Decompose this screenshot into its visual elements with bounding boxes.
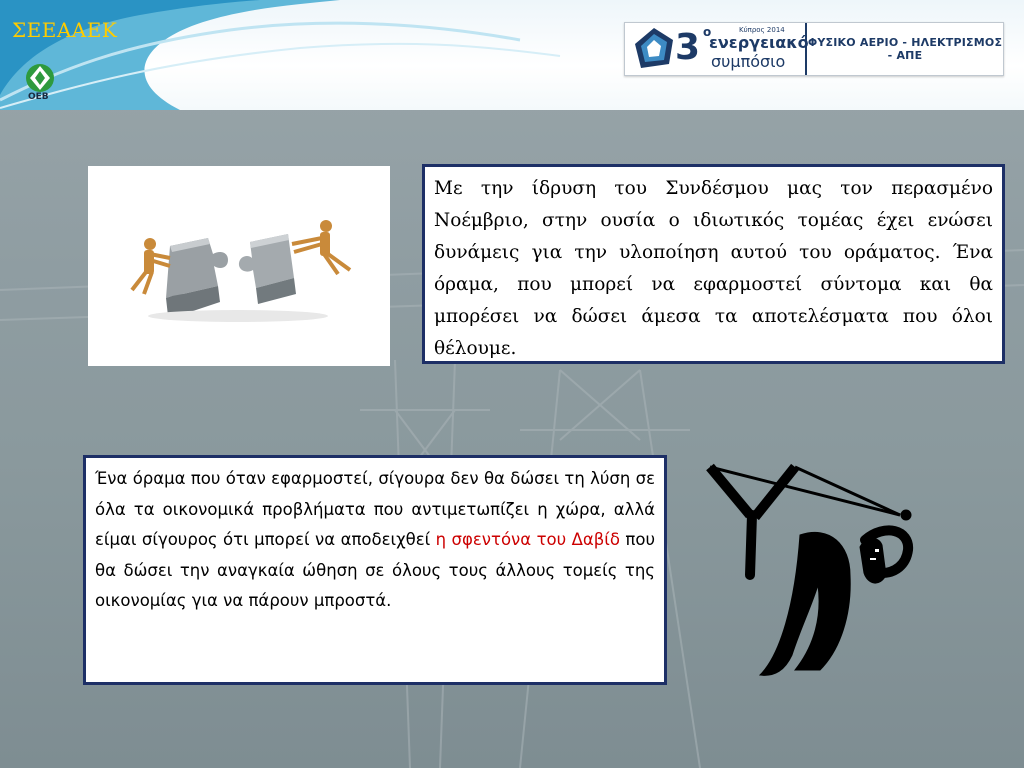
slingshot-text-outro: που θα δώσει την αναγκαία ώθηση σε όλους τους άλλους τομείς της οικονομίας για να πάρουν μπροστά. [95,530,655,610]
star-logo-icon [631,26,677,72]
puzzle-figures-icon [88,166,390,366]
symposium-banner [624,22,1004,76]
slingshot-text-intro: Ένα όραμα που όταν εφαρμοστεί, σίγουρα δεν θα δώσει τη λύση σε όλα τα οικονομικά προβλήματα που αντιμετωπίζει η χώρα, αλλά είμαι σίγουρος ότι μπορεί να αποδειχθεί [95,469,655,549]
oeb-logo-text: OEB [28,92,49,102]
symposium-logo [625,23,807,75]
symposium-title-line2: συμπόσιο [711,52,786,71]
puzzle-figures-image [88,166,390,366]
symposium-number: 3 [675,27,701,68]
symposium-location: Κύπρος 2014 [739,26,785,34]
symposium-ordinal: ο [703,25,712,39]
vision-text-box: Με την ίδρυση του Συνδέσμου μας τον περασμένο Νοέμβριο, στην ουσία ο ιδιωτικός τομέας έχει ενώσει δυνάμεις για την υλοποίηση αυτού του οράματος. Ένα όραμα, που μπορεί να εφαρμοστεί σύντομα και θα μπορέσει να δώσει άμεσα τα αποτελέσματα που όλοι θέλουμε. [422,164,1005,364]
symposium-title-line1: ενεργειακό [709,33,809,52]
slingshot-text-highlight: η σφεντόνα του Δαβίδ [435,530,620,549]
slingshot-figure-image [700,455,920,685]
slide-header [0,0,1024,110]
symposium-subtitle: ΦΥΣΙΚΟ ΑΕΡΙΟ - ΗΛΕΚΤΡΙΣΜΟΣ - ΑΠΕ [807,36,1003,62]
slingshot-text-box [83,455,667,685]
organization-label: ΣΕΕΑΑΕΚ [12,18,118,42]
